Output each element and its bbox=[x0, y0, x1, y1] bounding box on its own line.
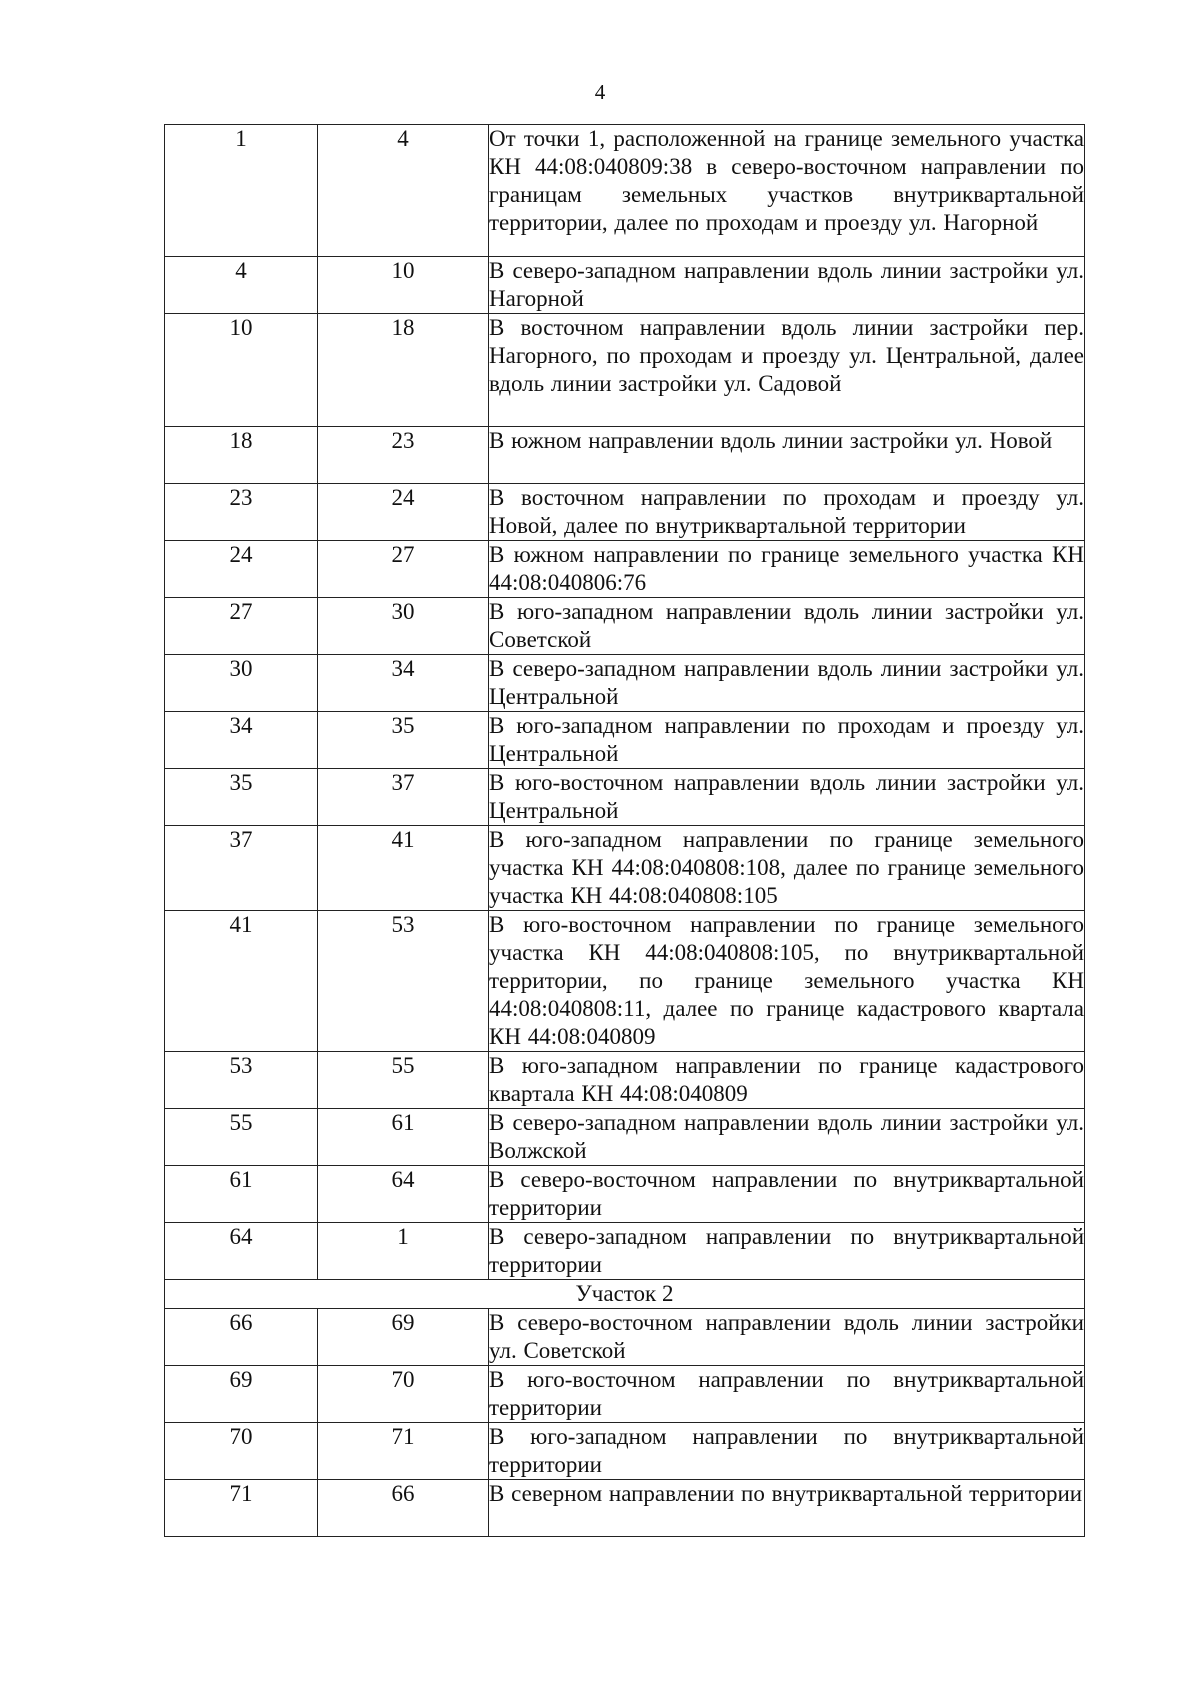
from-point-cell: 61 bbox=[165, 1166, 318, 1223]
from-point-cell: 4 bbox=[165, 257, 318, 314]
description-cell: В северо-западном направлении вдоль линии застройки ул. Нагорной bbox=[489, 257, 1085, 314]
table-row bbox=[165, 257, 1085, 314]
table-row bbox=[165, 712, 1085, 769]
from-point-cell: 18 bbox=[165, 427, 318, 484]
from-point-cell: 64 bbox=[165, 1223, 318, 1280]
to-point-cell: 41 bbox=[318, 826, 489, 911]
to-point-cell: 18 bbox=[318, 314, 489, 427]
page-number: 4 bbox=[594, 80, 606, 104]
from-point-cell: 34 bbox=[165, 712, 318, 769]
from-point-cell: 23 bbox=[165, 484, 318, 541]
table-row bbox=[165, 598, 1085, 655]
table-row bbox=[165, 314, 1085, 427]
from-point-cell: 1 bbox=[165, 125, 318, 257]
to-point-cell: 37 bbox=[318, 769, 489, 826]
description-cell: В южном направлении по границе земельного участка КН 44:08:040806:76 bbox=[489, 541, 1085, 598]
to-point-cell: 70 bbox=[318, 1366, 489, 1423]
description-cell: В восточном направлении по проходам и проезду ул. Новой, далее по внутриквартальной территории bbox=[489, 484, 1085, 541]
section-title: Участок 2 bbox=[165, 1280, 1085, 1309]
description-cell: В юго-западном направлении вдоль линии застройки ул. Советской bbox=[489, 598, 1085, 655]
to-point-cell: 4 bbox=[318, 125, 489, 257]
to-point-cell: 69 bbox=[318, 1309, 489, 1366]
table-row bbox=[165, 826, 1085, 911]
description-cell: В юго-западном направлении по проходам и проезду ул. Центральной bbox=[489, 712, 1085, 769]
from-point-cell: 27 bbox=[165, 598, 318, 655]
table-row bbox=[165, 1480, 1085, 1537]
to-point-cell: 71 bbox=[318, 1423, 489, 1480]
from-point-cell: 30 bbox=[165, 655, 318, 712]
table-row bbox=[165, 1309, 1085, 1366]
to-point-cell: 24 bbox=[318, 484, 489, 541]
from-point-cell: 53 bbox=[165, 1052, 318, 1109]
boundary-description-table bbox=[164, 124, 1085, 1537]
to-point-cell: 53 bbox=[318, 911, 489, 1052]
table-row bbox=[165, 125, 1085, 257]
to-point-cell: 35 bbox=[318, 712, 489, 769]
to-point-cell: 64 bbox=[318, 1166, 489, 1223]
table-row bbox=[165, 1423, 1085, 1480]
table-row bbox=[165, 541, 1085, 598]
table-row bbox=[165, 911, 1085, 1052]
from-point-cell: 41 bbox=[165, 911, 318, 1052]
description-cell: В юго-западном направлении по внутриквартальной территории bbox=[489, 1423, 1085, 1480]
to-point-cell: 30 bbox=[318, 598, 489, 655]
to-point-cell: 61 bbox=[318, 1109, 489, 1166]
table-row bbox=[165, 1223, 1085, 1280]
to-point-cell: 34 bbox=[318, 655, 489, 712]
description-cell: От точки 1, расположенной на границе земельного участка КН 44:08:040809:38 в северо-восточном направлении по границам земельных участков внутриквартальной территории, далее по проходам и проезду ул. Нагорной bbox=[489, 125, 1085, 257]
description-cell: В юго-восточном направлении по границе земельного участка КН 44:08:040808:105, по внутриквартальной территории, по границе земельного участка КН 44:08:040808:11, далее по границе кадастрового квартала КН 44:08:040809 bbox=[489, 911, 1085, 1052]
from-point-cell: 66 bbox=[165, 1309, 318, 1366]
description-cell: В юго-восточном направлении вдоль линии застройки ул. Центральной bbox=[489, 769, 1085, 826]
to-point-cell: 66 bbox=[318, 1480, 489, 1537]
from-point-cell: 35 bbox=[165, 769, 318, 826]
table-row bbox=[165, 427, 1085, 484]
from-point-cell: 70 bbox=[165, 1423, 318, 1480]
description-cell: В юго-западном направлении по границе земельного участка КН 44:08:040808:108, далее по границе земельного участка КН 44:08:040808:105 bbox=[489, 826, 1085, 911]
to-point-cell: 55 bbox=[318, 1052, 489, 1109]
table-row bbox=[165, 1109, 1085, 1166]
to-point-cell: 1 bbox=[318, 1223, 489, 1280]
table-row bbox=[165, 769, 1085, 826]
to-point-cell: 27 bbox=[318, 541, 489, 598]
from-point-cell: 24 bbox=[165, 541, 318, 598]
description-cell: В южном направлении вдоль линии застройки ул. Новой bbox=[489, 427, 1085, 484]
description-cell: В юго-западном направлении по границе кадастрового квартала КН 44:08:040809 bbox=[489, 1052, 1085, 1109]
table-row bbox=[165, 1166, 1085, 1223]
section-header-row bbox=[165, 1280, 1085, 1309]
description-cell: В восточном направлении вдоль линии застройки пер. Нагорного, по проходам и проезду ул. Центральной, далее вдоль линии застройки ул. Садовой bbox=[489, 314, 1085, 427]
from-point-cell: 37 bbox=[165, 826, 318, 911]
from-point-cell: 71 bbox=[165, 1480, 318, 1537]
table-row bbox=[165, 655, 1085, 712]
description-cell: В юго-восточном направлении по внутриквартальной территории bbox=[489, 1366, 1085, 1423]
description-cell: В северо-восточном направлении вдоль линии застройки ул. Советской bbox=[489, 1309, 1085, 1366]
to-point-cell: 10 bbox=[318, 257, 489, 314]
description-cell: В северо-западном направлении вдоль линии застройки ул. Волжской bbox=[489, 1109, 1085, 1166]
description-cell: В северном направлении по внутриквартальной территории bbox=[489, 1480, 1085, 1537]
description-cell: В северо-восточном направлении по внутриквартальной территории bbox=[489, 1166, 1085, 1223]
table-row bbox=[165, 1366, 1085, 1423]
from-point-cell: 10 bbox=[165, 314, 318, 427]
to-point-cell: 23 bbox=[318, 427, 489, 484]
table-row bbox=[165, 1052, 1085, 1109]
table-row bbox=[165, 484, 1085, 541]
from-point-cell: 69 bbox=[165, 1366, 318, 1423]
description-cell: В северо-западном направлении вдоль линии застройки ул. Центральной bbox=[489, 655, 1085, 712]
description-cell: В северо-западном направлении по внутриквартальной территории bbox=[489, 1223, 1085, 1280]
from-point-cell: 55 bbox=[165, 1109, 318, 1166]
